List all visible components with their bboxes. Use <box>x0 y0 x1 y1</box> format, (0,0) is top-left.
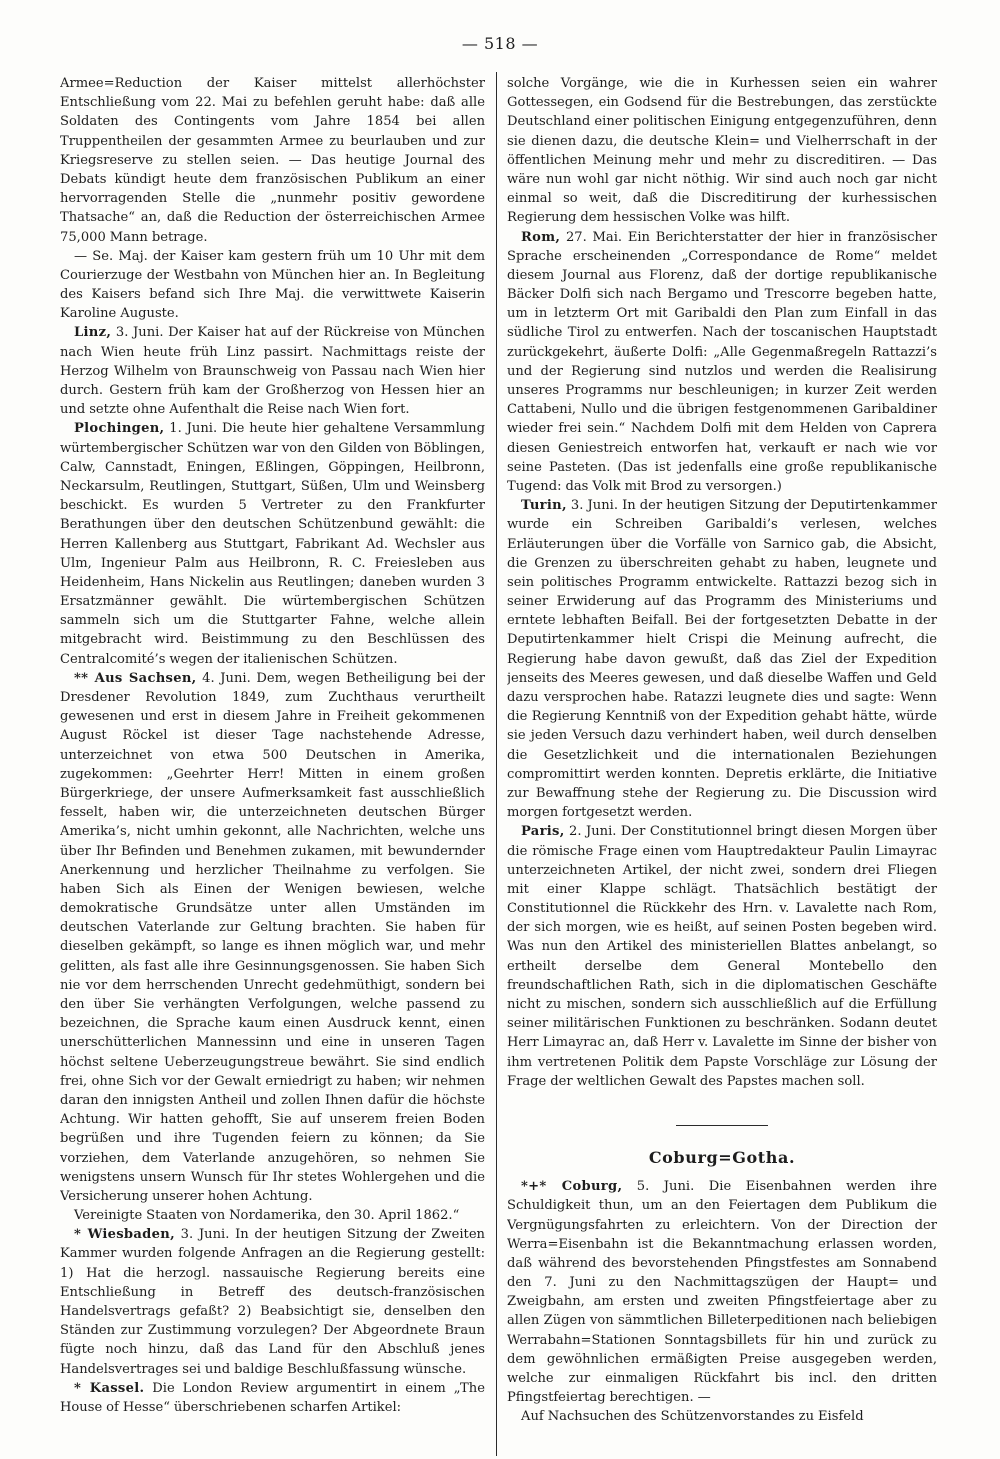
article-paragraph <box>60 247 485 324</box>
page-number: — 518 — <box>461 34 539 53</box>
dateline: * Kassel. <box>74 1380 145 1396</box>
article-paragraph <box>60 1225 485 1379</box>
article-text: 27. Mai. Ein Berichterstatter der hier in französischer Sprache erscheinenden „Correspondance de Rome“ meldet diesem Journal aus Florenz, daß der dortige republikanische Bäcker Dolfi sich nach Bergamo und Trescorre begeben hatte, um in letzterm Ort mit Garibaldi den Plan zum Einfall in das südliche Tirol zu entwerfen. Nach der toscanischen Hauptstadt zurückgekehrt, äußerte Dolfi: „Alle Gegenmaßregeln Rattazzi’s und der Regierung sind nutzlos und werden die Realisirung unseres Programms nur beschleunigen; in kurzer Zeit werden Cattabeni, Nullo und die übrigen festgenommenen Garibaldiner wieder frei sein.“ Nachdem Dolfi mit dem Helden von Caprera diesen Geniestreich entworfen hat, verkauft er nach wie vor seine Pasteten. (Das ist jedenfalls eine große republikanische Tugend: das Volk mit Brod zu versorgen.) <box>507 229 937 494</box>
dateline: Rom, <box>521 229 561 245</box>
dateline: Paris, <box>521 824 565 840</box>
article-paragraph <box>60 669 485 1206</box>
dateline: ** Aus Sachsen, <box>74 670 197 686</box>
article-text: Die London Review argumentirt in einem „The House of Hesse“ überschriebenen scharfen Artikel: <box>60 1380 485 1415</box>
article-paragraph <box>507 822 937 1091</box>
dateline: Turin, <box>521 498 567 514</box>
article-paragraph <box>507 1177 937 1407</box>
article-text: 5. Juni. Die Eisenbahnen werden ihre Schuldigkeit thun, um an den Feiertagen dem Publikum die Vergnügungsfahrten zu erleichtern. Von der Direction der Werra=Eisenbahn ist die Bekanntmachung erlassen worden, daß während des bevorstehenden Pfingstfestes am Sonnabend den 7. Juni zu den Nachmittagszügen der Haupt= und Zweigbahn, am ersten und zweiten Pfingstfeiertage aber zu allen Zügen von sämmtlichen Billeterpeditionen nach beliebigen Werrabahn=Stationen Sonntagsbillets für hin und zurück zu dem gewöhnlichen ermäßigten Preise ausgegeben werden, welche zur einmaligen Rückfahrt bis incl. den dritten Pfingstfeiertag berechtigen. — <box>507 1179 937 1406</box>
article-text: Vereinigte Staaten von Nordamerika, den 30. April 1862.“ <box>74 1208 460 1224</box>
column-divider <box>496 72 497 1456</box>
right-column-section-articles <box>507 1177 937 1426</box>
article-paragraph <box>507 1407 937 1426</box>
article-paragraph <box>507 74 937 228</box>
left-column <box>60 74 485 1444</box>
article-text: 1. Juni. Die heute hier gehaltene Versammlung würtembergischer Schützen war von den Gilden von Böblingen, Calw, Cannstadt, Eningen, Eßlingen, Göppingen, Heilbronn, Neckarsulm, Reutlingen, Stuttgart, Süßen, Ulm und Weinsberg beschickt. Es wurden 5 Vertreter zu den Frankfurter Berathungen über den deutschen Schützenbund gewählt: die Herren Kallenberg aus Stuttgart, Fabrikant Ad. Wechsler aus Ulm, Ingenieur Palm aus Heilbronn, R. C. Freiesleben aus Heidenheim, Hans Nickelin aus Reutlingen; daneben wurden 3 Ersatzmänner gewählt. Die würtembergischen Schützen sammeln sich um die Stuttgarter Fahne, welche allein mitgebracht wird. Beistimmung zu den Beschlüssen des Centralcomité’s wegen der italienischen Schützen. <box>60 421 485 667</box>
article-text: 3. Juni. In der heutigen Sitzung der Zweiten Kammer wurden folgende Anfragen an die Regierung gestellt: 1) Hat die herzogl. nassauische Regierung bereits eine Entschließung in Betreff des deutsch-französischen Handelsvertrags gefaßt? 2) Beabsichtigt sie, denselben den Ständen zur Zustimmung vorzulegen? Der Abgeordnete Braun fügte noch hinzu, daß das Land für den Abschluß jenes Handelsvertrages sei und baldige Beschlußfassung wünsche. <box>60 1227 485 1377</box>
article-text: 2. Juni. Der Constitutionnel bringt diesen Morgen über die römische Frage einen vom Hauptredakteur Paulin Limayrac unterzeichneten Artikel, der nicht zwei, sondern drei Fliegen mit einer Klappe schlägt. Thatsächlich bestätigt der Constitutionnel die Rückkehr des Hrn. v. Lavalette nach Rom, der sich morgen, wie es heißt, auf seinen Posten begeben wird. Was nun den Artikel des ministeriellen Blattes anbelangt, so ertheilt derselbe dem General Montebello den freundschaftlichen Rath, sich in die diplomatischen Geschäfte nicht zu mischen, sondern sich ausschließlich auf die Erfüllung seiner militärischen Funktionen zu beschränken. Sodann deutet Herr Limayrac an, daß Herr v. Lavalette im Sinne der bisher von ihm vertretenen Politik dem Papste Vorschläge zur Lösung der Frage der weltlichen Gewalt des Papstes machen soll. <box>507 824 937 1089</box>
article-paragraph <box>60 74 485 247</box>
right-column-articles <box>507 74 937 1091</box>
article-text: 3. Juni. In der heutigen Sitzung der Deputirtenkammer wurde ein Schreiben Garibaldi’s verlesen, welches Erläuterungen über die Vorfälle von Sarnico gab, die Absicht, die Grenzen zu überschreiten gehabt zu haben, leugnete und sein politisches Programm entwickelte. Rattazzi bezog sich in seiner Erwiderung auf das Programm des Ministeriums und erntete lebhaften Beifall. Bei der fortgesetzten Debatte in der Deputirtenkammer hielt Crispi die Meinung aufrecht, die Regierung habe davon gewußt, daß das Ziel der Expedition jenseits des Meeres gewesen, und daß dieselbe Waffen und Geld dazu versprochen habe. Ratazzi leugnete dies und sagte: Wenn die Regierung Kenntniß von der Expedition gehabt hätte, würde sie jeden Versuch dazu verhindert haben, weil durch denselben die Gesetzlichkeit und die internationalen Beziehungen compromittirt werden konnten. Depretis erklärte, die Initiative zur Bewaffnung stehe der Regierung zu. Die Discussion wird morgen fortgesetzt werden. <box>507 498 937 821</box>
dateline: * Wiesbaden, <box>74 1227 175 1243</box>
article-text: Auf Nachsuchen des Schützenvorstandes zu Eisfeld <box>521 1409 864 1425</box>
article-text: Armee=Reduction der Kaiser mittelst allerhöchster Entschließung vom 22. Mai zu befehlen geruht habe: daß alle Soldaten des Contingents vom Jahre 1854 bei allen Truppentheilen der gesammten Armee zu beurlauben und zur Kriegsreserve zu stellen seien. — Das heutige Journal des Debats kündigt heute dem französischen Publikum an einer hervorragenden Stelle die „nunmehr positiv gewordene Thatsache“ an, daß die Reduction der österreichischen Armee 75,000 Mann betrage. <box>60 76 485 245</box>
dateline: Plochingen, <box>74 421 165 437</box>
article-text: 4. Juni. Dem, wegen Betheiligung bei der Dresdener Revolution 1849, zum Zuchthaus verurtheilt gewesenen und erst in diesem Jahre in Freiheit gekommenen August Röckel ist dieser Tage nachstehende Adresse, unterzeichnet von etwa 500 Deutschen in Amerika, zugekommen: „Geehrter Herr! Mitten in einem großen Bürgerkriege, der unsere Aufmerksamkeit fast ausschließlich fesselt, haben wir, die unterzeichneten deutschen Bürger Amerika’s, nicht umhin gekonnt, alle Nachrichten, welche uns über Ihr Befinden und Benehmen zukamen, mit bewundernder Anerkennung und herzlicher Theilnahme zu verfolgen. Sie haben Sich als Einen der Wenigen bewiesen, welche demokratische Grundsätze unter allen Umständen im deutschen Vaterlande zur Geltung brachten. Sie haben für dieselben gekämpft, so lange es ihnen möglich war, und mehr gelitten, als fast alle ihre Gesinnungsgenossen. Sie haben Sich nie vor dem herrschenden Unrecht gedehmüthigt, sondern bei den über Sie verhängten Verfolgungen, welche passend zu bezeichnen, die Sprache kaum einen Ausdruck kennt, einen unerschütterlichen Mannessinn und eine in unseren Tagen höchst seltene Ueberzeugungstreue bewährt. Sie sind endlich frei, ohne Sich vor der Gewalt erniedrigt zu haben; wir nehmen daran den innigsten Antheil und zollen Ihnen dafür die höchste Achtung. Wir hatten gehofft, Sie auf unserem freien Boden begrüßen und ihre Tugenden feiern zu können; da Sie vorziehen, dem Vaterlande anzugehören, so nehmen Sie wenigstens unsern Wunsch für Ihr stetes Wohlergehen und die Versicherung unserer hohen Achtung. <box>60 670 485 1204</box>
article-paragraph <box>60 1379 485 1417</box>
article-text: solche Vorgänge, wie die in Kurhessen seien ein wahrer Gottessegen, ein Godsend für die Bestrebungen, das zerstückte Deutschland einer politischen Einigung entgegenzuführen, denn sie dienen dazu, die deutsche Klein= und Vielherrschaft in der öffentlichen Meinung mehr und mehr zu discreditiren. — Das wäre nun wohl gar nicht nöthig. Wir sind auch noch gar nicht einmal so weit, daß die Discreditirung der kurhessischen Regierung dem hessischen Volke was hilft. <box>507 76 937 226</box>
article-paragraph <box>60 323 485 419</box>
section-title: Coburg=Gotha. <box>648 1147 796 1167</box>
dateline: Linz, <box>74 325 112 341</box>
article-paragraph <box>507 228 937 497</box>
dateline: *+* Coburg, <box>521 1179 623 1195</box>
article-paragraph <box>507 496 937 822</box>
section-separator <box>676 1125 768 1126</box>
article-paragraph <box>60 419 485 668</box>
article-text: 3. Juni. Der Kaiser hat auf der Rückreise von München nach Wien heute früh Linz passirt. Nachmittags reiste der Herzog Wilhelm von Braunschweig von Passau nach Wien hier durch. Gestern früh kam der Großherzog von Hessen hier an und setzte ohne Aufenthalt die Reise nach Wien fort. <box>60 325 485 418</box>
right-column <box>507 74 937 1444</box>
article-paragraph <box>60 1206 485 1225</box>
article-text: — Se. Maj. der Kaiser kam gestern früh um 10 Uhr mit dem Courierzuge der Westbahn von München hier an. In Begleitung des Kaisers befand sich Ihre Maj. die verwittwete Kaiserin Karoline Auguste. <box>60 248 485 322</box>
